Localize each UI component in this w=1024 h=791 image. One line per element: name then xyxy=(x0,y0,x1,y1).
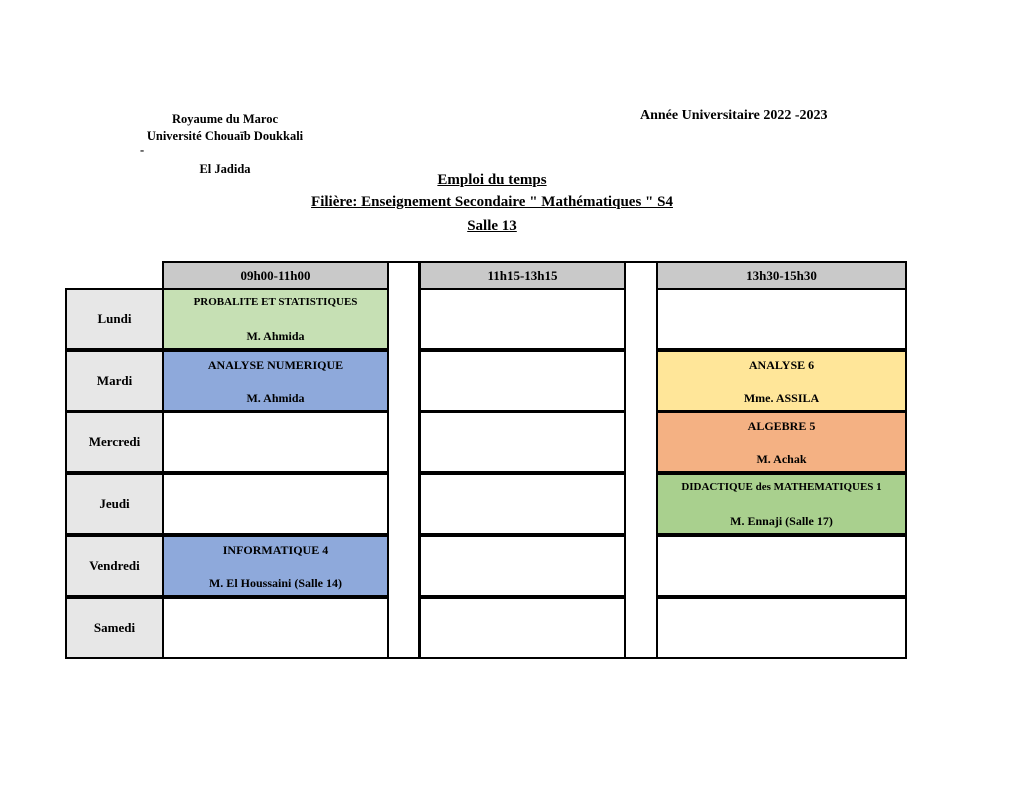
course-cell xyxy=(162,288,389,350)
course-cell xyxy=(656,350,907,412)
timetable-cell xyxy=(162,473,389,535)
kingdom-label: Royaume du Maroc xyxy=(171,112,278,126)
course-name: ALGEBRE 5 xyxy=(747,419,816,433)
timetable-cell xyxy=(419,597,626,659)
course-teacher: M. Ahmida xyxy=(246,391,305,405)
course-cell xyxy=(656,473,907,535)
break-column xyxy=(624,261,658,659)
course-name: INFORMATIQUE 4 xyxy=(222,543,329,557)
timetable-cell xyxy=(419,535,626,597)
separator-dash: - xyxy=(140,143,145,157)
timetable-cell xyxy=(419,350,626,412)
course-name: ANALYSE NUMERIQUE xyxy=(207,358,344,372)
academic-year: Année Universitaire 2022 -2023 xyxy=(640,108,828,123)
timetable-cell xyxy=(419,473,626,535)
course-name: ANALYSE 6 xyxy=(748,358,815,372)
institution-header xyxy=(120,110,330,179)
slot-header: 13h30-15h30 xyxy=(656,261,907,290)
day-label: Jeudi xyxy=(65,473,164,535)
course-teacher: M. Ennaji (Salle 17) xyxy=(730,514,833,528)
day-label: Lundi xyxy=(65,288,164,350)
course-teacher: M. Ahmida xyxy=(246,329,305,343)
slot-header: 09h00-11h00 xyxy=(162,261,389,290)
slot-header: 11h15-13h15 xyxy=(419,261,626,290)
timetable-cell xyxy=(656,597,907,659)
day-label: Mercredi xyxy=(65,411,164,473)
timetable-cell xyxy=(419,288,626,350)
room-title: Salle 13 xyxy=(467,218,517,234)
timetable-cell xyxy=(656,535,907,597)
timetable-cell xyxy=(656,288,907,350)
day-label: Samedi xyxy=(65,597,164,659)
university-label: Université Chouaïb Doukkali xyxy=(146,129,304,143)
course-teacher: M. El Houssaini (Salle 14) xyxy=(208,576,342,590)
timetable-title: Emploi du temps xyxy=(437,172,547,188)
course-teacher: Mme. ASSILA xyxy=(743,391,820,405)
program-title: Filière: Enseignement Secondaire " Mathématiques " S4 xyxy=(311,194,673,210)
timetable-cell xyxy=(162,411,389,473)
timetable-cell xyxy=(419,411,626,473)
city-label: El Jadida xyxy=(199,162,251,176)
course-name: PROBALITE ET STATISTIQUES xyxy=(193,296,358,308)
course-cell xyxy=(656,411,907,473)
break-column xyxy=(387,261,420,659)
timetable-cell xyxy=(162,597,389,659)
course-cell xyxy=(162,350,389,412)
course-cell xyxy=(162,535,389,597)
day-label: Mardi xyxy=(65,350,164,412)
day-label: Vendredi xyxy=(65,535,164,597)
course-name: DIDACTIQUE des MATHEMATIQUES 1 xyxy=(681,481,882,493)
course-teacher: M. Achak xyxy=(756,452,807,466)
